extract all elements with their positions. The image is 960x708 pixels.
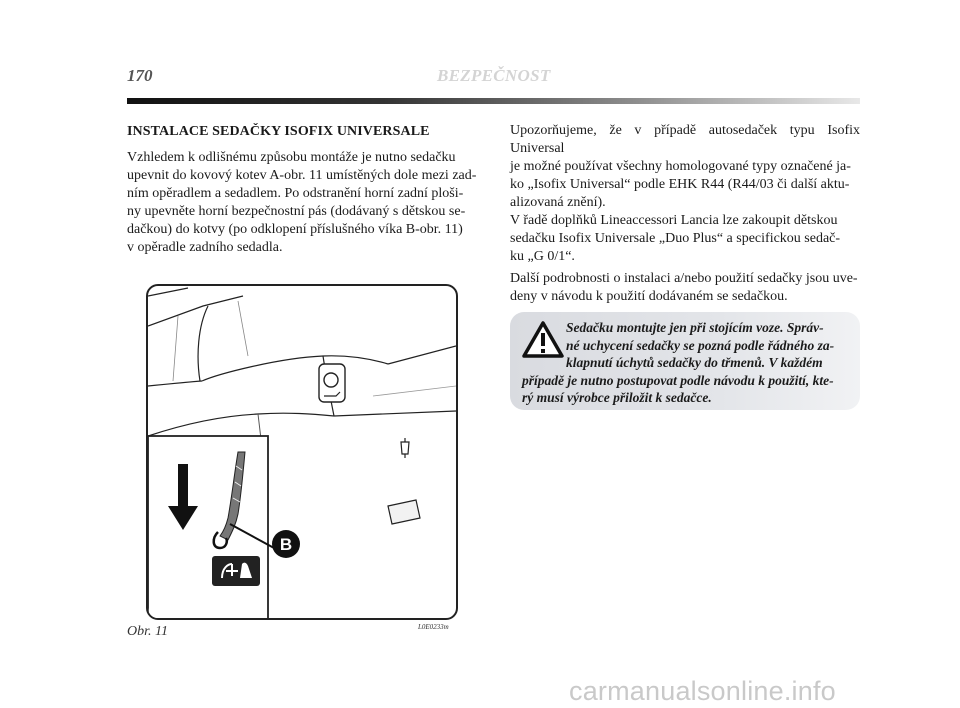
warning-line: né uchycení sedačky se pozná podle řádného za- [566, 337, 835, 353]
right-paragraph-1: Upozorňujeme, že v případě autosedaček typu Isofix Universal je možné používat všechny homologované typy označené ja- ko „Isofix Universal“ podle EHK R44 (R44/03 či další aktu- alizovaná znění). V řadě doplňků Lineaccessori Lancia lze zakoupit dětskou sedačku Isofix Universale „Duo Plus“ a specifickou sedač- ku „G 0/1“. [510, 123, 860, 264]
figure-isofix-illustration [146, 284, 458, 620]
isofix-illustration [148, 286, 456, 618]
figure-caption: Obr. 11 [127, 624, 168, 639]
callout-label-b: B [279, 535, 293, 554]
header-rule [127, 98, 860, 104]
intro-paragraph: Vzhledem k odlišnému způsobu montáže je nutno sedačku upevnit do kovový kotev A-obr. 11 umístěných dole mezi zad- ním opěradlem a sedadlem. Po odstranění horní zadní ploši- ny upevněte horní bezpečnostní pás (dodávaný s dětskou se- dačkou) do kotvy (po odklopení příslušného víka B-obr. 11) v opěradle zadního sedadla. [127, 150, 477, 255]
section-title: BEZPEČNOST [437, 66, 551, 85]
section-heading: INSTALACE SEDAČKY ISOFIX UNIVERSALE [127, 124, 430, 139]
right-column [510, 122, 860, 310]
right-paragraph-2: Další podrobnosti o instalaci a/nebo použití sedačky jsou uve- deny v návodu k použití dodávaném se sedačkou. [510, 271, 858, 304]
figure-code: L0E0233m [418, 623, 449, 631]
watermark: carmanualsonline.info [569, 676, 836, 706]
page-number: 170 [127, 66, 153, 85]
warning-box [510, 312, 860, 410]
warning-line: případě je nutno postupovat podle návodu k použití, kte- [522, 372, 834, 388]
warning-line: klapnutí úchytů sedačky do třmenů. V každém [566, 355, 823, 370]
left-column [127, 122, 480, 261]
warning-line: rý musí výrobce přiložit k sedačce. [522, 390, 712, 405]
warning-line: Sedačku montujte jen při stojícím voze. Správ- [566, 320, 824, 335]
warning-text [522, 319, 846, 407]
